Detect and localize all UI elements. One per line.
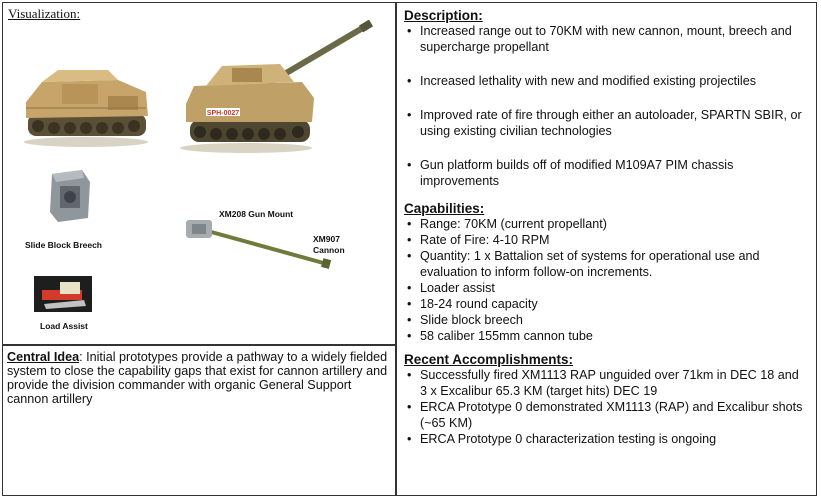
description-item: • Gun platform builds off of modified M109A7 PIM chassis improvements: [404, 157, 809, 189]
capability-item: • 18-24 round capacity: [404, 296, 809, 312]
load-assist-caption: Load Assist: [40, 321, 88, 331]
details-column: [404, 8, 809, 447]
capability-item: • Rate of Fire: 4-10 RPM: [404, 232, 809, 248]
description-item: • Increased range out to 70KM with new cannon, mount, breech and supercharge propellant: [404, 23, 809, 55]
erca-vehicle-image: [176, 20, 376, 155]
horizontal-divider: [2, 344, 396, 346]
vehicle-marking: SPH-0027: [206, 110, 240, 117]
central-idea-text: : Initial prototypes provide a pathway to a widely fielded system to close the capability gaps that exist for cannon artillery and provide the division commander with organic General Support cannon artillery: [7, 350, 388, 406]
description-item: • Improved rate of fire through either an autoloader, SPARTN SBIR, or using existing civilian technologies: [404, 107, 809, 139]
capabilities-heading: Capabilities:: [404, 201, 485, 216]
vertical-divider: [395, 2, 397, 496]
cannon-caption-line1: XM907: [313, 234, 340, 244]
capability-item: • Slide block breech: [404, 312, 809, 328]
description-heading: Description:: [404, 8, 483, 23]
recent-accomplishments-heading: Recent Accomplishments:: [404, 352, 574, 367]
accomplishment-item: • Successfully fired XM1113 RAP unguided over 71km in DEC 18 and 3 x Excalibur 65.3 KM (target hits) DEC 19: [404, 367, 809, 399]
central-idea-label: Central Idea: [7, 350, 80, 364]
breech-image: [44, 168, 96, 224]
description-list: [404, 23, 809, 189]
accomplishment-item: • ERCA Prototype 0 characterization testing is ongoing: [404, 431, 809, 447]
recent-accomplishments-list: [404, 367, 809, 447]
accomplishment-item: • ERCA Prototype 0 demonstrated XM1113 (RAP) and Excalibur shots (~65 KM): [404, 399, 809, 431]
howitzer-vehicle-image: [18, 62, 153, 148]
central-idea: [7, 350, 391, 406]
cannon-caption-line2: Cannon: [313, 245, 345, 255]
breech-caption: Slide Block Breech: [25, 240, 103, 250]
capability-item: • Range: 70KM (current propellant): [404, 216, 809, 232]
capability-item: • Quantity: 1 x Battalion set of systems for operational use and evaluation to inform follow-on increments.: [404, 248, 809, 280]
capabilities-list: [404, 216, 809, 344]
capability-item: • Loader assist: [404, 280, 809, 296]
cannon-image: [182, 214, 332, 272]
load-assist-image: [34, 276, 92, 312]
visualization-title: Visualization:: [8, 6, 81, 21]
description-item: • Increased lethality with new and modified existing projectiles: [404, 73, 809, 89]
gun-mount-caption: XM208 Gun Mount: [219, 209, 294, 219]
capability-item: • 58 caliber 155mm cannon tube: [404, 328, 809, 344]
